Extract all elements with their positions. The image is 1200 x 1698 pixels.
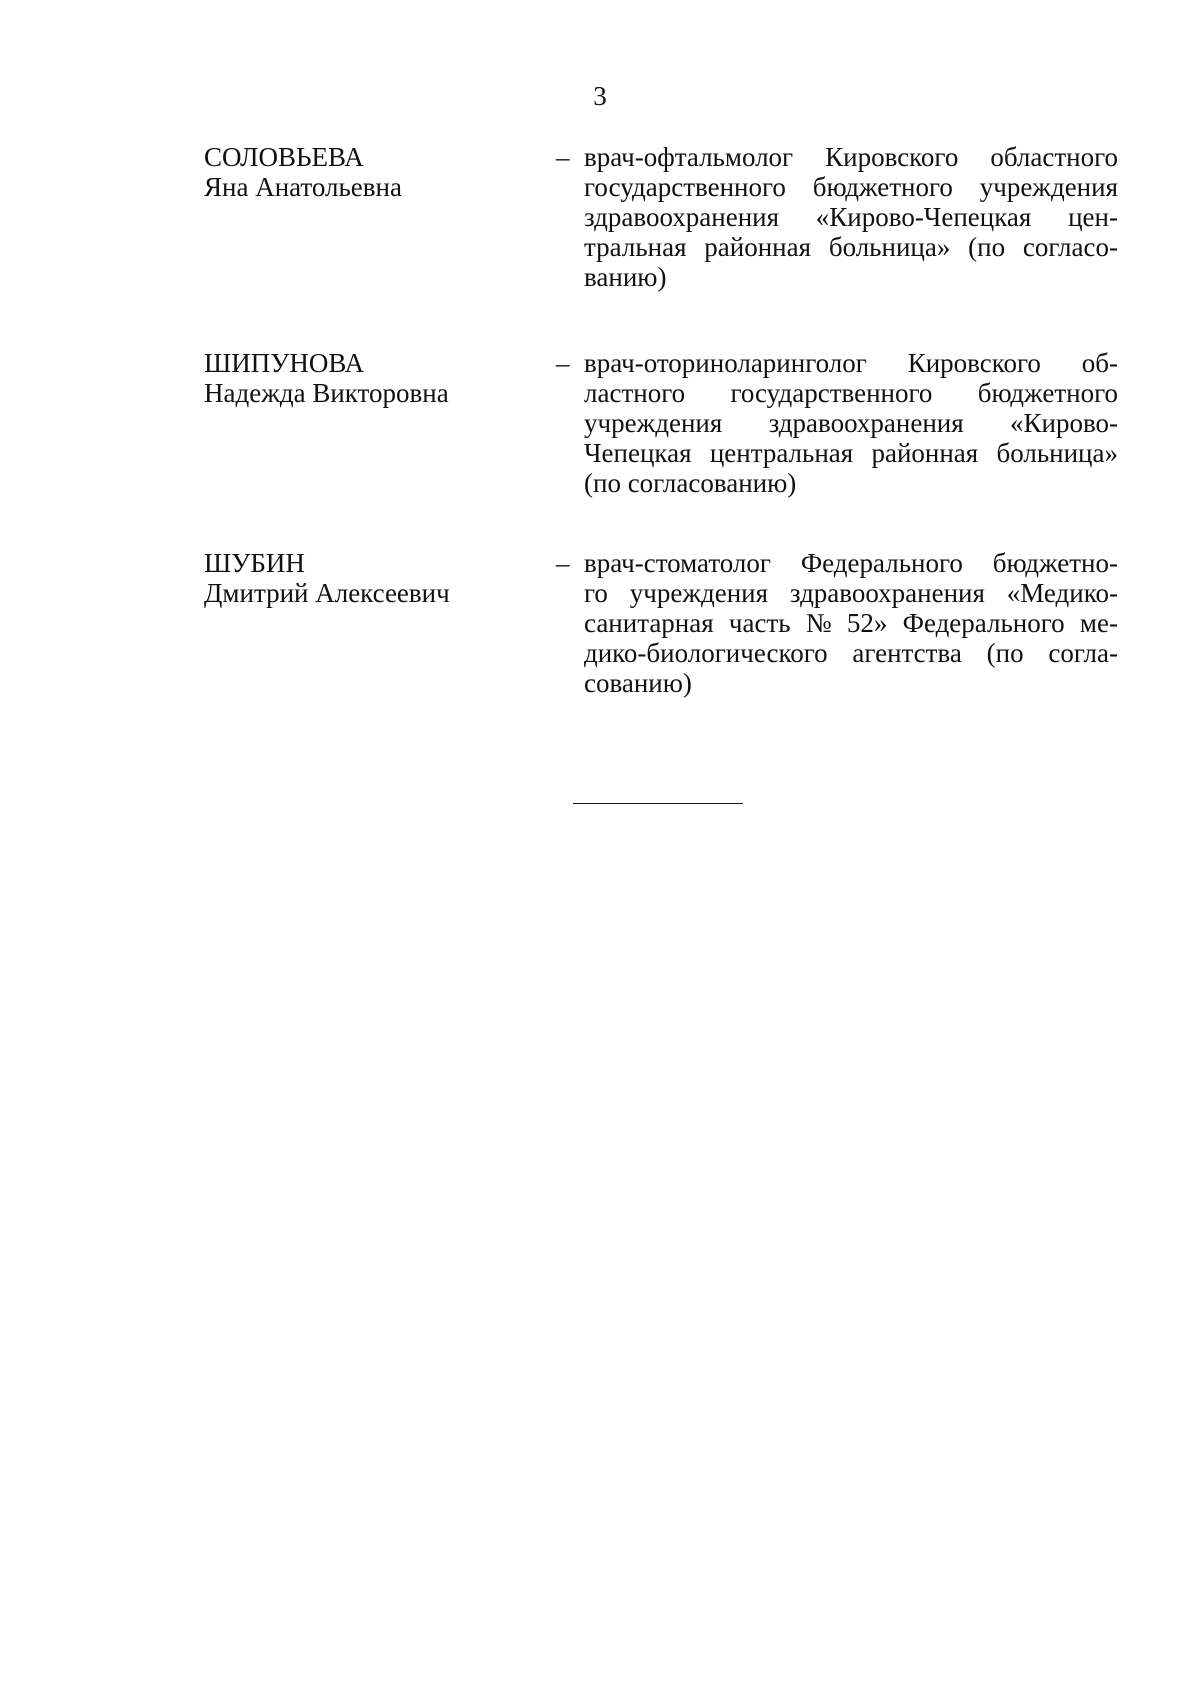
position-line: врач-стоматолог Федерального бюджетно- — [584, 548, 1118, 578]
member-name — [204, 142, 524, 202]
position-line: государственного бюджетного учреждения — [584, 172, 1118, 202]
member-given-names: Дмитрий Алексеевич — [204, 578, 450, 608]
position-line: (по согласованию) — [584, 468, 797, 498]
member-given-names: Надежда Викторовна — [204, 378, 449, 408]
position-line: ванию) — [584, 262, 667, 292]
position-line: ластного государственного бюджетного — [584, 378, 1118, 408]
member-position — [584, 548, 1118, 698]
member-position — [584, 348, 1118, 498]
list-dash: – — [556, 348, 570, 378]
position-line: учреждения здравоохранения «Кирово- — [584, 408, 1118, 438]
member-surname: ШУБИН — [204, 548, 305, 578]
member-position — [584, 142, 1118, 292]
member-surname: ШИПУНОВА — [204, 348, 365, 378]
position-line: го учреждения здравоохранения «Медико- — [584, 578, 1118, 608]
position-line: тральная районная больница» (по согласо- — [584, 232, 1118, 262]
member-given-names: Яна Анатольевна — [204, 172, 402, 202]
member-name — [204, 548, 524, 608]
page-number: 3 — [593, 81, 607, 111]
position-line: врач-офтальмолог Кировского областного — [584, 142, 1118, 172]
list-dash: – — [556, 142, 570, 172]
end-divider — [573, 803, 743, 804]
position-line: санитарная часть № 52» Федерального ме- — [584, 608, 1118, 638]
list-dash: – — [556, 548, 570, 578]
position-line: сованию) — [584, 668, 692, 698]
position-line: Чепецкая центральная районная больница» — [584, 438, 1118, 468]
position-line: дико-биологического агентства (по согла- — [584, 638, 1118, 668]
member-name — [204, 348, 524, 408]
position-line: врач-оториноларинголог Кировского об- — [584, 348, 1118, 378]
member-surname: СОЛОВЬЕВА — [204, 142, 364, 172]
position-line: здравоохранения «Кирово-Чепецкая цен- — [584, 202, 1118, 232]
